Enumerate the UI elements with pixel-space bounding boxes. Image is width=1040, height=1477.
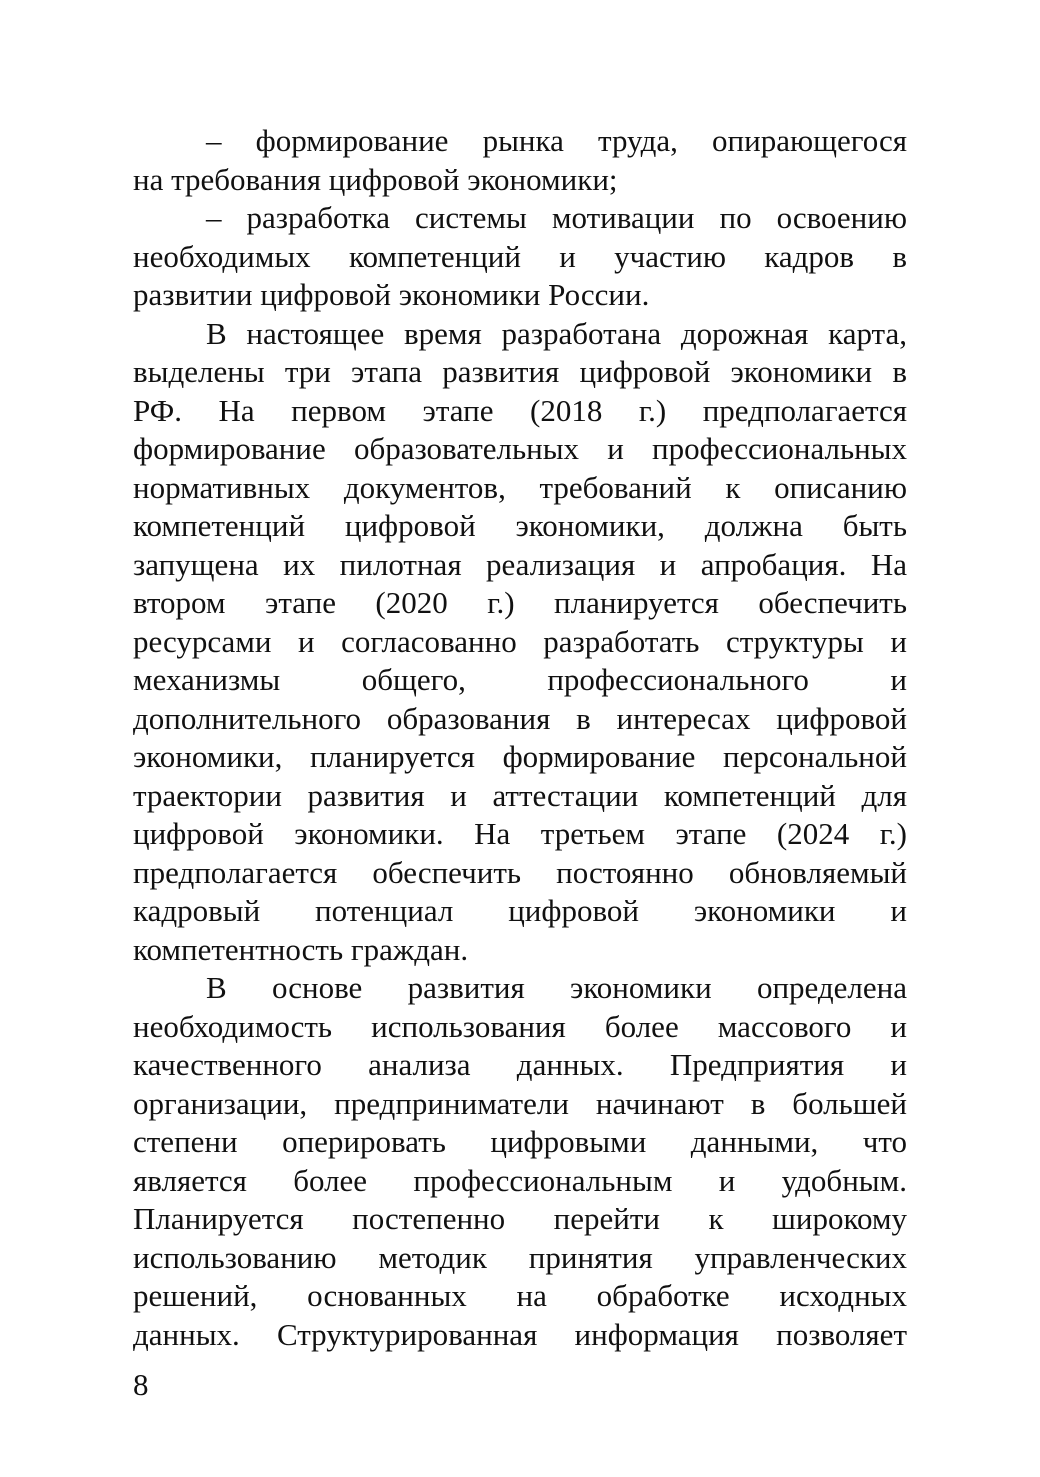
text-line: механизмы общего, профессионального и (133, 662, 907, 697)
text-line: развитии цифровой экономики России. (133, 277, 650, 312)
text-line: ресурсами и согласованно разработать структуры и (133, 623, 907, 659)
text-line: использованию методик принятия управленческих (133, 1239, 907, 1275)
text-line: – разработка системы мотивации по освоению (206, 200, 907, 235)
text-line: необходимых компетенций и участию кадров в (133, 238, 907, 274)
text-line: Планируется постепенно перейти к широкому (133, 1201, 907, 1236)
text-line: качественного анализа данных. Предприятия и (133, 1047, 907, 1082)
text-line: формирование образовательных и профессиональных (133, 431, 907, 466)
text-line: В настоящее время разработана дорожная карта, (206, 315, 907, 351)
text-line: является более профессиональным и удобным. (133, 1162, 907, 1198)
text-line: траектории развития и аттестации компетенций для (133, 777, 907, 813)
text-line: дополнительного образования в интересах цифровой (133, 700, 907, 736)
text-line: нормативных документов, требований к описанию (133, 469, 907, 505)
text-line: компетенций цифровой экономики, должна быть (133, 508, 907, 543)
text-line: экономики, планируется формирование персональной (133, 739, 907, 774)
text-line: запущена их пилотная реализация и апробация. На (133, 546, 907, 582)
text-line: необходимость использования более массового и (133, 1008, 907, 1044)
text-line: на требования цифровой экономики; (133, 161, 618, 197)
body-text (133, 122, 907, 1354)
text-line: компетентность граждан. (133, 931, 469, 967)
page-number: 8 (133, 1367, 149, 1402)
text-line: В основе развития экономики определена (206, 970, 907, 1005)
text-line: втором этапе (2020 г.) планируется обеспечить (133, 585, 907, 620)
text-line: данных. Структурированная информация позволяет (133, 1316, 907, 1352)
text-line: степени оперировать цифровыми данными, что (133, 1124, 907, 1159)
text-line: предполагается обеспечить постоянно обновляемый (133, 854, 907, 890)
text-line: выделены три этапа развития цифровой экономики в (133, 354, 907, 389)
text-line: кадровый потенциал цифровой экономики и (133, 893, 907, 928)
text-line: организации, предприниматели начинают в большей (133, 1085, 907, 1121)
text-line: решений, основанных на обработке исходных (133, 1278, 907, 1313)
text-line: РФ. На первом этапе (2018 г.) предполагается (133, 392, 907, 428)
text-line: – формирование рынка труда, опирающегося (206, 123, 907, 158)
text-line: цифровой экономики. На третьем этапе (2024 г.) (133, 816, 907, 851)
